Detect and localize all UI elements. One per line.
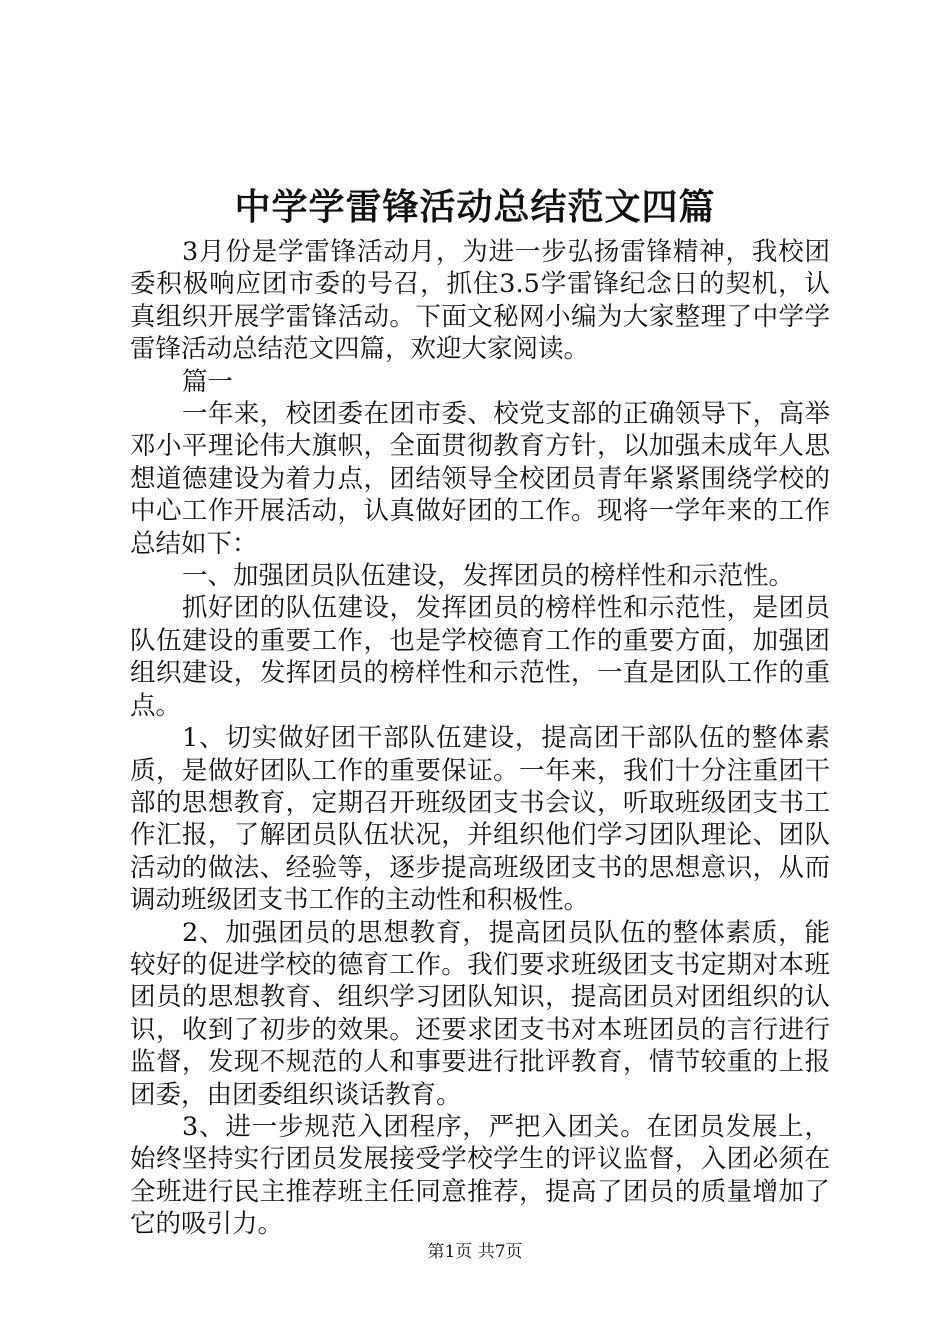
document-title: 中学学雷锋活动总结范文四篇 bbox=[234, 186, 716, 228]
body-paragraph: 抓好团的队伍建设，发挥团员的榜样性和示范性，是团员队伍建设的重要工作，也是学校德育工作的重要方面，加强团组织建设，发挥团员的榜样性和示范性，一直是团队工作的重点。 bbox=[130, 593, 830, 721]
subsection-heading: 一、加强团员队伍建设，发挥团员的榜样性和示范性。 bbox=[182, 561, 795, 592]
numbered-paragraph-3: 3、进一步规范入团程序，严把入团关。在团员发展上，始终坚持实行团员发展接受学校学生的评议监督，入团必须在全班进行民主推荐班主任同意推荐，提高了团员的质量增加了它的吸引力。 bbox=[130, 1111, 830, 1240]
numbered-paragraph-2: 2、加强团员的思想教育，提高团员队伍的整体素质，能较好的促进学校的德育工作。我们要求班级团支书定期对本班团员的思想教育、组织学习团队知识，提高团员对团组织的认识，收到了初步的效果。还要求团支书对本班团员的言行进行监督，发现不规范的人和事要进行批评教育，情节较重的上报团委，由团委组织谈话教育。 bbox=[130, 917, 830, 1110]
page-footer: 第1页 共7页 bbox=[427, 1242, 523, 1262]
intro-paragraph: 3月份是学雷锋活动月，为进一步弘扬雷锋精神，我校团委积极响应团市委的号召，抓住3.5学雷锋纪念日的契机，认真组织开展学雷锋活动。下面文秘网小编为大家整理了中学学雷锋活动总结范文四篇，欢迎大家阅读。 bbox=[130, 237, 830, 365]
body-paragraph: 一年来，校团委在团市委、校党支部的正确领导下，高举邓小平理论伟大旗帜，全面贯彻教育方针，以加强未成年人思想道德建设为着力点，团结领导全校团员青年紧紧围绕学校的中心工作开展活动，认真做好团的工作。现将一学年来的工作总结如下： bbox=[130, 399, 830, 559]
numbered-paragraph-1: 1、切实做好团干部队伍建设，提高团干部队伍的整体素质，是做好团队工作的重要保证。一年来，我们十分注重团干部的思想教育，定期召开班级团支书会议，听取班级团支书工作汇报，了解团员队伍状况，并组织他们学习团队理论、团队活动的做法、经验等，逐步提高班级团支书的思想意识，从而调动班级团支书工作的主动性和积极性。 bbox=[130, 723, 830, 916]
section-heading-part-one: 篇一 bbox=[182, 366, 234, 397]
document-body bbox=[130, 236, 830, 1241]
